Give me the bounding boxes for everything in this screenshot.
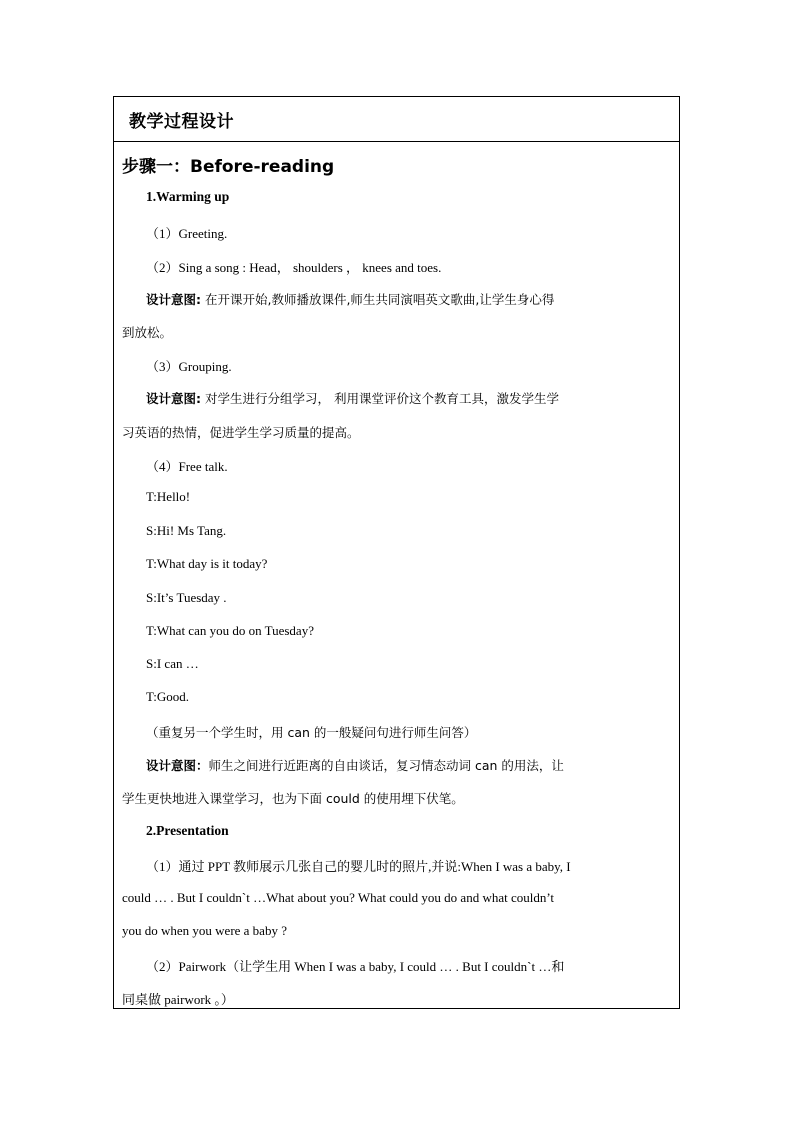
repeat-note: （重复另一个学生时，用 can 的一般疑问句进行师生问答）	[146, 725, 477, 740]
intent-label: 设计意图:	[146, 292, 201, 307]
presentation-item-2: （2）Pairwork（让学生用 When I was a baby, I could … . But I couldn`t …和	[146, 959, 565, 974]
dialogue-line: T:Hello!	[146, 489, 191, 504]
table-header	[114, 97, 679, 142]
dialogue-line: S:I can …	[146, 656, 199, 671]
intent-text: 对学生进行分组学习， 利用课堂评价这个教育工具，激发学生学	[201, 391, 559, 406]
intent-text: 师生之间进行近距离的自由谈话，复习情态动词 can 的用法，让	[208, 758, 564, 773]
dialogue-line: S:It’s Tuesday .	[146, 590, 227, 605]
lesson-table	[113, 96, 680, 1009]
intent-label: 设计意图：	[146, 758, 209, 773]
intent-text-continued: 习英语的热情，促进学生学习质量的提高。	[122, 425, 360, 440]
section-title: 教学过程设计	[129, 112, 234, 132]
presentation-item-2-cont: 同桌做 pairwork 。）	[122, 992, 234, 1007]
grouping-item: （3）Grouping.	[146, 359, 232, 374]
intent-text-continued: 学生更快地进入课堂学习，也为下面 could 的使用埋下伏笔。	[122, 791, 464, 806]
design-intent-3	[146, 756, 564, 774]
presentation-item-1-cont: could … . But I couldn`t …What about you? What could you do and what couldn’t	[122, 890, 555, 905]
greeting-item: （1）Greeting.	[146, 226, 228, 241]
warming-up-heading: 1.Warming up	[146, 189, 230, 204]
dialogue-line: T:What day is it today?	[146, 556, 268, 571]
intent-text-continued: 到放松。	[122, 325, 173, 340]
dialogue-line: T:Good.	[146, 689, 190, 704]
step-title: 步骤一：Before-reading	[122, 157, 335, 177]
intent-label: 设计意图:	[146, 391, 201, 406]
design-intent-2	[146, 389, 559, 407]
design-intent-1	[146, 290, 554, 308]
intent-text: 在开课开始,教师播放课件,师生共同演唱英文歌曲,让学生身心得	[201, 292, 555, 307]
presentation-item-1: （1）通过 PPT 教师展示几张自己的婴儿时的照片,并说:When I was a baby, I	[146, 859, 571, 874]
presentation-heading: 2.Presentation	[146, 823, 229, 838]
song-item: （2）Sing a song : Head， shoulders ， knees and toes.	[146, 260, 442, 275]
free-talk-item: （4）Free talk.	[146, 459, 228, 474]
presentation-item-1-cont: you do when you were a baby ?	[122, 923, 287, 938]
dialogue-line: T:What can you do on Tuesday?	[146, 623, 314, 638]
dialogue-line: S:Hi! Ms Tang.	[146, 523, 227, 538]
